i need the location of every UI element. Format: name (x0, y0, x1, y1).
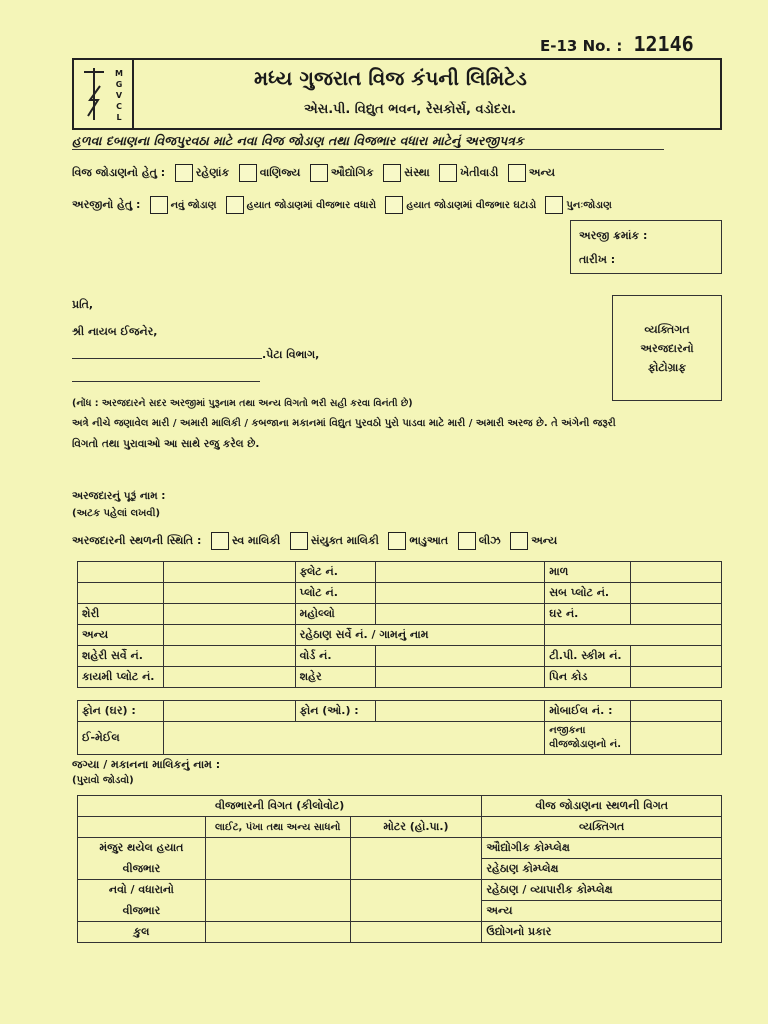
address-line[interactable] (72, 381, 260, 382)
new-load-label-2: વીજભાર (78, 901, 206, 922)
email-label: ઈ-મેઈલ (78, 722, 164, 755)
load-table (77, 795, 722, 943)
phone-office-input[interactable] (375, 701, 545, 722)
cell-input[interactable] (545, 625, 722, 646)
option-label: અન્ય (528, 166, 556, 179)
phone-home-input[interactable] (163, 701, 295, 722)
address-table (77, 561, 722, 688)
form-number-value: 12146 (633, 32, 694, 56)
cell-input[interactable] (163, 667, 295, 688)
site-type-residential-complex[interactable]: રહેઠાણ કોમ્પ્લેક્ષ (482, 859, 722, 880)
cell-label: શહેર (295, 667, 375, 688)
cell-label (78, 562, 164, 583)
ownership-label: અરજદારની સ્થળની સ્થિતિ : (72, 534, 202, 547)
checkbox-load-increase[interactable] (226, 196, 244, 214)
option-label: હયાત જોડાણમાં વીજભાર ઘટાડો (406, 200, 537, 211)
existing-motor-input[interactable] (350, 838, 482, 880)
cell-label: ફ્લેટ નં. (295, 562, 375, 583)
request-line-2: વિગતો તથા પુરાવાઓ આ સાથે રજુ કરેલ છે. (72, 438, 260, 450)
nearest-connection-label: નજીકના વીજજોડાણનો નં. (545, 722, 631, 755)
form-title: હળવા દબાણના વિજપુરવઠા માટે નવા વિજ જોડાણ તથા વિજભાર વધારા માટેનું અરજીપત્રક (72, 133, 664, 150)
cell-input[interactable] (163, 625, 295, 646)
table-row (78, 722, 722, 755)
table-row (78, 667, 722, 688)
application-label: અરજીનો હેતુ : (72, 198, 141, 211)
application-date-label: તારીખ : (579, 253, 616, 266)
new-load-label: નવો / વધારાનો (78, 880, 206, 901)
checkbox-reconnection[interactable] (545, 196, 563, 214)
site-type-other[interactable]: અન્ય (482, 901, 722, 922)
cell-input[interactable] (375, 667, 545, 688)
ownership-row (72, 532, 557, 550)
checkbox-industrial[interactable] (310, 164, 328, 182)
table-row (78, 817, 722, 838)
purpose-label: વિજ જોડાણનો હેતુ : (72, 166, 166, 179)
subdivision-label: .પેટા વિભાગ, (262, 348, 320, 361)
table-row (78, 583, 722, 604)
existing-load-label-2: વીજભાર (78, 859, 206, 880)
cell-input[interactable] (631, 583, 722, 604)
cell-input[interactable] (375, 583, 545, 604)
load-details-header: વીજભારની વિગત (કીલોવોટ) (78, 796, 482, 817)
option-label: લીઝ (478, 534, 501, 547)
cell-label: સબ પ્લોટ નં. (545, 583, 631, 604)
cell-input[interactable] (163, 646, 295, 667)
site-details-header: વીજ જોડાણના સ્થળની વિગત (482, 796, 722, 817)
applicant-name-label: અરજદારનું પૂરૂં નામ : (72, 490, 166, 502)
cell-label: પ્લોટ નં. (295, 583, 375, 604)
cell-input[interactable] (631, 604, 722, 625)
checkbox-joint[interactable] (290, 532, 308, 550)
application-number-label: અરજી ક્રમાંક : (579, 229, 648, 242)
cell-input[interactable] (163, 562, 295, 583)
new-motor-input[interactable] (350, 880, 482, 922)
cell-empty (78, 817, 206, 838)
motor-column-header: મોટર (હો.પા.) (350, 817, 482, 838)
photo-box[interactable] (612, 295, 722, 401)
table-row (78, 625, 722, 646)
cell-label: ટી.પી. સ્કીમ નં. (545, 646, 631, 667)
company-address: એસ.પી. વિદ્યુત ભવન, રેસકોર્સ, વડોદરા. (304, 102, 517, 117)
option-label: વાણિજ્ય (259, 166, 301, 179)
existing-load-label: મંજુર થયેલ હયાત (78, 838, 206, 859)
mobile-input[interactable] (631, 701, 722, 722)
option-label: સંસ્થા (404, 166, 430, 179)
site-type-industrial-complex[interactable]: ઔદ્યોગીક કોમ્પ્લેક્ષ (482, 838, 722, 859)
logo-text: MGVCL (115, 69, 123, 122)
table-row (78, 701, 722, 722)
cell-input[interactable] (631, 562, 722, 583)
lights-column-header: લાઈટ, પંખા તથા અન્ય સાધનો (205, 817, 350, 838)
checkbox-agriculture[interactable] (439, 164, 457, 182)
table-row (78, 838, 722, 859)
total-lights-input[interactable] (205, 922, 350, 943)
cell-input[interactable] (631, 667, 722, 688)
option-label: ભાડુઆત (409, 534, 449, 547)
new-lights-input[interactable] (205, 880, 350, 922)
option-label: ઔદ્યોગિક (330, 166, 374, 179)
cell-label: શહેરી સર્વે નં. (78, 646, 164, 667)
form-number-label: E-13 No. : (540, 37, 623, 55)
checkbox-new-connection[interactable] (150, 196, 168, 214)
subdivision-line[interactable] (72, 358, 262, 359)
cell-input[interactable] (163, 583, 295, 604)
table-row (78, 796, 722, 817)
email-input[interactable] (163, 722, 544, 755)
note-text: (નોંધ : અરજદારને સદર અરજીમાં પુરૂનામ તથા અન્ય વિગતો ભરી સહી કરવા વિનંતી છે) (72, 398, 413, 409)
option-label: ખેતીવાડી (460, 166, 499, 179)
option-label: રહેણાંક (195, 166, 230, 179)
cell-input[interactable] (375, 562, 545, 583)
table-row (78, 562, 722, 583)
checkbox-ownership-other[interactable] (510, 532, 528, 550)
header-box (72, 58, 722, 130)
application-row (72, 196, 612, 214)
cell-label: માળ (545, 562, 631, 583)
request-line-1: અત્રે નીચે જણાવેલ મારી / અમારી માલિકી / કબજાના મકાનમાં વિદ્યુત પુરવઠો પુરો પાડવા માટે મારી / અમારી અરજ છે. તે અંગેની જરૂરી (72, 418, 616, 429)
checkbox-tenant[interactable] (388, 532, 406, 550)
photo-label: વ્યક્તિગત અરજદારનો ફોટોગ્રાફ (640, 322, 694, 374)
total-motor-input[interactable] (350, 922, 482, 943)
cell-label: શેરી (78, 604, 164, 625)
checkbox-other[interactable] (508, 164, 526, 182)
application-number-box (570, 220, 722, 274)
table-row (78, 922, 722, 943)
cell-input[interactable] (375, 604, 545, 625)
site-type-individual[interactable]: વ્યક્તિગત (482, 817, 722, 838)
phone-office-label: ફોન (ઓ.) : (295, 701, 375, 722)
option-label: અન્ય (531, 534, 558, 547)
option-label: હયાત જોડાણમાં વીજભાર વધારો (246, 200, 377, 211)
applicant-name-hint: (અટક પહેલાં લખવી) (72, 508, 161, 519)
purpose-row (72, 164, 555, 182)
total-load-label: કુલ (78, 922, 206, 943)
cell-label: કાયમી પ્લોટ નં. (78, 667, 164, 688)
table-row (78, 646, 722, 667)
mgvcl-logo (74, 60, 134, 128)
form-number (540, 32, 694, 56)
checkbox-lease[interactable] (458, 532, 476, 550)
cell-input[interactable] (163, 604, 295, 625)
site-type-residential-commercial[interactable]: રહેઠાણ / વ્યાપારીક કોમ્પ્લેક્ષ (482, 880, 722, 901)
option-label: નવું જોડાણ (170, 200, 217, 211)
table-row (78, 880, 722, 901)
mobile-label: મોબાઈલ નં. : (545, 701, 631, 722)
checkbox-institution[interactable] (383, 164, 401, 182)
checkbox-own[interactable] (211, 532, 229, 550)
checkbox-load-decrease[interactable] (385, 196, 403, 214)
cell-label: વોર્ડ નં. (295, 646, 375, 667)
checkbox-residential[interactable] (175, 164, 193, 182)
option-label: પુનઃજોડાણ (566, 200, 612, 211)
cell-label (78, 583, 164, 604)
cell-input[interactable] (375, 646, 545, 667)
cell-label: પિન કોડ (545, 667, 631, 688)
cell-input[interactable] (631, 646, 722, 667)
table-row (78, 604, 722, 625)
checkbox-commercial[interactable] (239, 164, 257, 182)
industry-type-label[interactable]: ઉદ્યોગનો પ્રકાર (482, 922, 722, 943)
option-label: સંયુક્ત માલિકી (310, 534, 379, 547)
company-name: મધ્ય ગુજરાત વિજ કંપની લિમિટેડ (254, 66, 527, 90)
contact-table (77, 700, 722, 755)
owner-name-hint: (પુરાવો જોડવો) (72, 775, 134, 786)
owner-name-label: જગ્યા / મકાનના માલિકનું નામ : (72, 758, 221, 771)
cell-label: રહેઠાણ સર્વે નં. / ગામનું નામ (295, 625, 545, 646)
option-label: સ્વ માલિકી (231, 534, 281, 547)
phone-home-label: ફોન (ઘર) : (78, 701, 164, 722)
officer-label: શ્રી નાયબ ઈજનેર, (72, 325, 158, 338)
cell-label: અન્ય (78, 625, 164, 646)
cell-label: ઘર નં. (545, 604, 631, 625)
existing-lights-input[interactable] (205, 838, 350, 880)
cell-label: મહોલ્લો (295, 604, 375, 625)
nearest-connection-input[interactable] (631, 722, 722, 755)
to-label: પ્રતિ, (72, 298, 94, 311)
